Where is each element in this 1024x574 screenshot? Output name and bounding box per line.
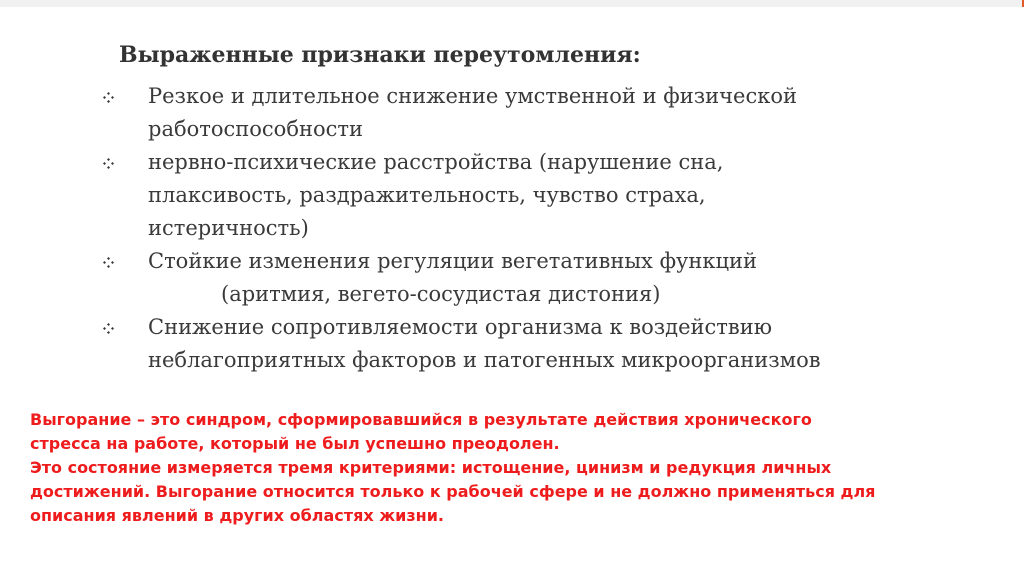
note-line: достижений. Выгорание относится только к рабочей сфере и не должно применяться для (30, 482, 876, 501)
burnout-definition-note (30, 408, 1010, 528)
bullet-line: работоспособности (148, 117, 363, 141)
four-diamond-bullet-icon (103, 92, 114, 103)
bullet-item (103, 245, 903, 311)
bullet-line: Стойкие изменения регуляции вегетативных функций (148, 249, 757, 273)
bullet-line: плаксивость, раздражительность, чувство страха, (148, 183, 706, 207)
bullet-line: истеричность) (148, 216, 309, 240)
four-diamond-bullet-icon (103, 323, 114, 334)
bullet-item (103, 311, 903, 377)
note-line: описания явлений в других областях жизни. (30, 506, 444, 525)
note-line: стресса на работе, который не был успешно преодолен. (30, 434, 560, 453)
slide-heading: Выраженные признаки переутомления: (119, 42, 641, 68)
note-line: Это состояние измеряется тремя критериями: истощение, цинизм и редукция личных (30, 458, 832, 477)
note-line: Выгорание – это синдром, сформировавшийся в результате действия хронического (30, 410, 812, 429)
top-bar (0, 0, 1024, 7)
four-diamond-bullet-icon (103, 158, 114, 169)
bullet-line: Снижение сопротивляемости организма к воздействию (148, 315, 773, 339)
bullet-item (103, 80, 903, 146)
bullet-line: Резкое и длительное снижение умственной и физической (148, 84, 798, 108)
bullet-line: нервно-психические расстройства (нарушение сна, (148, 150, 724, 174)
bullet-line-indented: (аритмия, вегето-сосудистая дистония) (221, 282, 661, 306)
bullet-line: неблагоприятных факторов и патогенных микроорганизмов (148, 348, 821, 372)
bullet-item (103, 146, 903, 245)
four-diamond-bullet-icon (103, 257, 114, 268)
bullet-list (103, 80, 903, 377)
